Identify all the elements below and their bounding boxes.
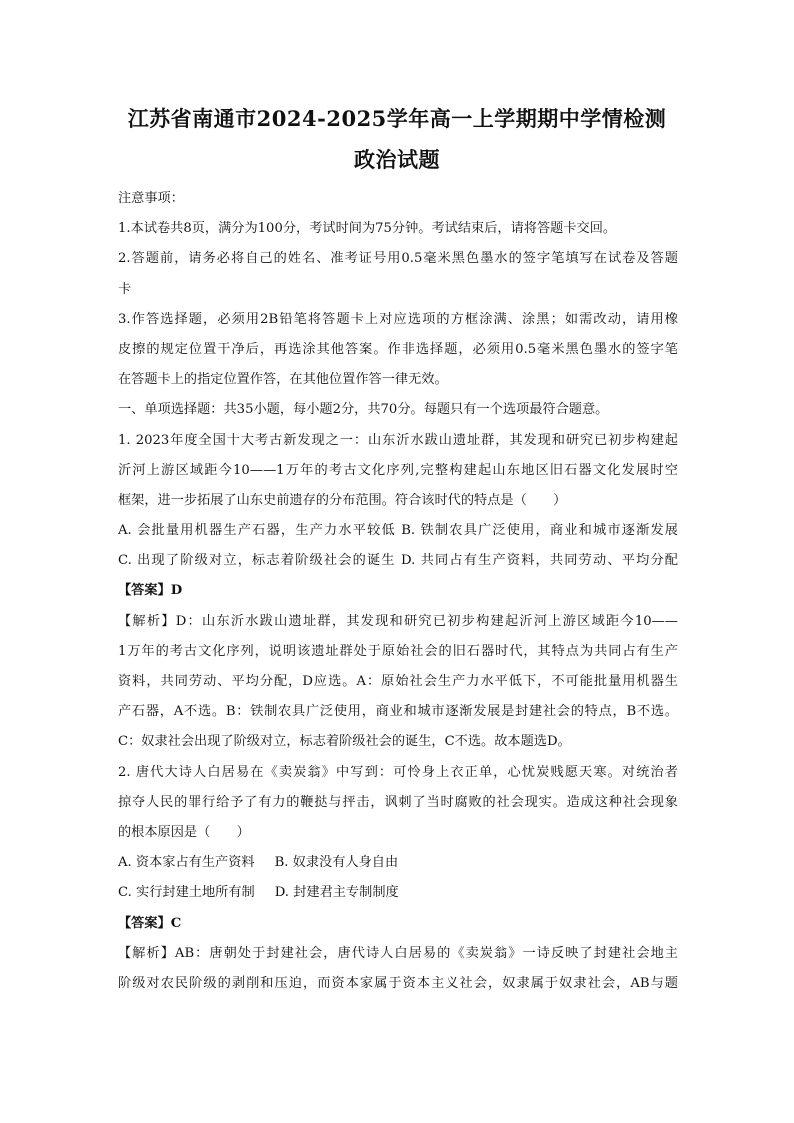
question-1-options-line-2: C. 出现了阶级对立，标志着阶级社会的诞生 D. 共同占有生产资料，共同劳动、平均分配 — [118, 553, 678, 569]
question-1-stem-line-1: 1. 2023年度全国十大考古新发现之一：山东沂水跋山遗址群，其发现和研究已初步构建起 — [118, 432, 678, 448]
notice-item-3-line-2: 皮擦的规定位置干净后，再选涂其他答案。作非选择题，必须用0.5毫米黑色墨水的签字笔 — [118, 341, 678, 357]
question-1-analysis-line-1: 【解析】D：山东沂水跋山遗址群，其发现和研究已初步构建起沂河上游区域距今10—— — [118, 613, 678, 629]
notice-item-2-line-1: 2.答题前，请务必将自己的姓名、准考证号用0.5毫米黑色墨水的签字笔填写在试卷及答题 — [118, 251, 678, 267]
question-2-option-a: A. 资本家占有生产资料 — [118, 855, 255, 871]
question-2-option-c: C. 实行封建土地所有制 — [118, 885, 255, 901]
exam-subject-title: 政治试题 — [354, 147, 440, 172]
notice-heading: 注意事项： — [118, 191, 184, 206]
question-2-options-line-2 — [118, 878, 678, 908]
question-2-stem-line-1: 2. 唐代大诗人白居易在《卖炭翁》中写到：可怜身上衣正单，心忧炭贱愿天寒。对统治者 — [118, 764, 678, 780]
question-2-answer: 【答案】C — [118, 915, 182, 931]
question-2-option-d: D. 封建君主专制制度 — [274, 885, 399, 901]
question-2-analysis-line-2: 阶级对农民阶级的剥削和压迫，而资本家属于资本主义社会，奴隶属于奴隶社会，AB与题 — [118, 975, 678, 991]
question-2-options-line-1 — [118, 848, 678, 878]
question-1-analysis-line-4: 产石器，A不选。B：铁制农具广泛使用，商业和城市逐渐发展是封建社会的特点，B不选。 — [118, 704, 678, 720]
exam-title: 江苏省南通市2024-2025学年高一上学期期中学情检测 — [127, 106, 667, 131]
question-1-answer: 【答案】D — [118, 583, 183, 599]
notice-item-1: 1.本试卷共8页，满分为100分，考试时间为75分钟。考试结束后，请将答题卡交回。 — [118, 221, 617, 237]
notice-item-3-line-3: 在答题卡上的指定位置作答，在其他位置作答一律无效。 — [118, 372, 448, 388]
question-2-option-b: B. 奴隶没有人身自由 — [274, 855, 399, 871]
question-1-options-line-1: A. 会批量用机器生产石器，生产力水平较低 B. 铁制农具广泛使用，商业和城市逐渐发展 — [118, 523, 678, 539]
question-1-analysis-line-2: 1万年的考古文化序列，说明该遗址群处于原始社会的旧石器时代，其特点为共同占有生产 — [118, 643, 678, 659]
notice-item-3-line-1: 3.作答选择题，必须用2B铅笔将答题卡上对应选项的方框涂满、涂黑；如需改动，请用橡 — [118, 311, 678, 327]
section-1-heading: 一、单项选择题：共35小题，每小题2分，共70分。每题只有一个选项最符合题意。 — [118, 402, 609, 418]
question-2-analysis-line-1: 【解析】AB：唐朝处于封建社会，唐代诗人白居易的《卖炭翁》一诗反映了封建社会地主 — [118, 945, 678, 961]
exam-body — [118, 184, 678, 999]
question-1-analysis-line-5: C：奴隶社会出现了阶级对立，标志着阶级社会的诞生，C不选。故本题选D。 — [118, 734, 571, 750]
question-1-stem-line-2: 沂河上游区域距今10——1万年的考古文化序列,完整构建起山东地区旧石器文化发展时空 — [118, 462, 678, 478]
question-2-stem-line-3: 的根本原因是（ ） — [118, 824, 250, 840]
question-1-stem-line-3: 框架，进一步拓展了山东史前遗存的分布范围。符合该时代的特点是（ ） — [118, 492, 567, 508]
question-1-analysis-line-3: 资料，共同劳动、平均分配，D应选。A：原始社会生产力水平低下，不可能批量用机器生 — [118, 674, 678, 689]
notice-item-2-line-2: 卡 — [118, 281, 132, 297]
question-2-stem-line-2: 掠夺人民的罪行给予了有力的鞭挞与抨击，讽刺了当时腐败的社会现实。造成这种社会现象 — [118, 794, 678, 810]
